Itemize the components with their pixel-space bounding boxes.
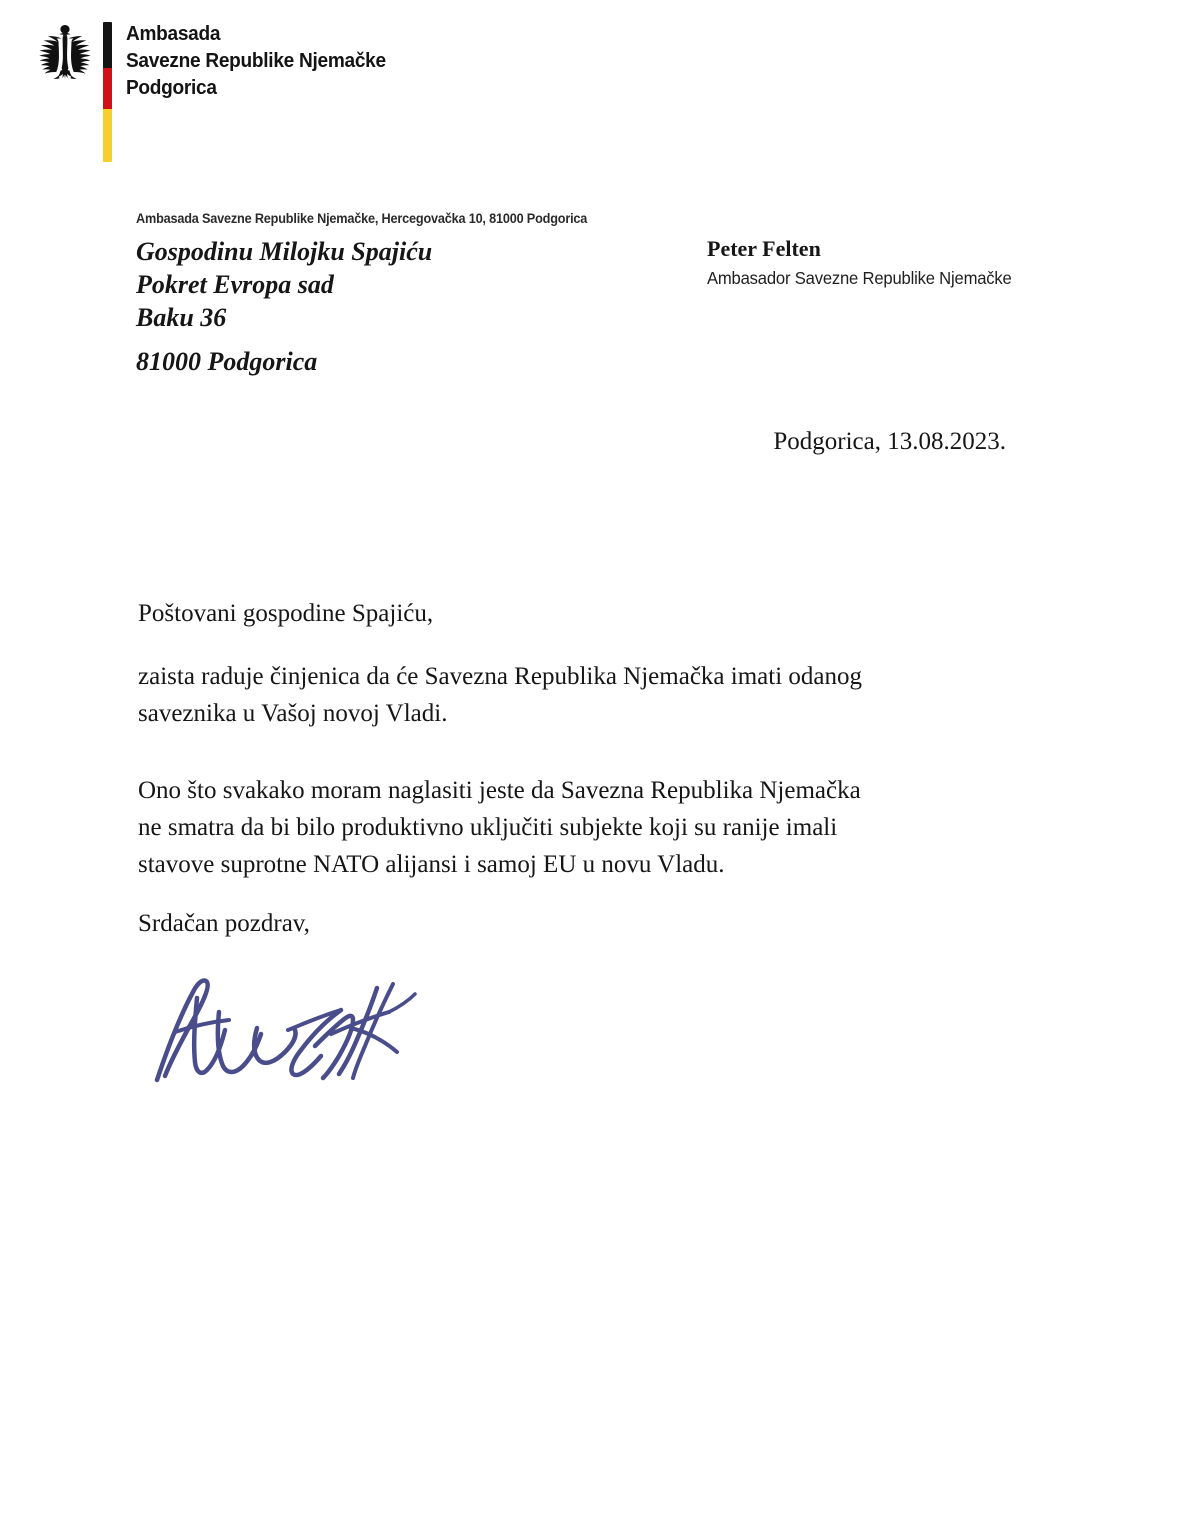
letterhead-title — [126, 20, 386, 101]
letterhead-line-3: Podgorica — [126, 76, 217, 99]
salutation: Poštovani gospodine Spajiću, — [138, 600, 434, 627]
recipient-street: Baku 36 — [136, 303, 227, 332]
letterhead — [30, 14, 550, 174]
recipient-organization: Pokret Evropa sad — [136, 270, 334, 299]
paragraph-line: stavove suprotne NATO alijansi i samoj EU u novu Vladu. — [138, 851, 725, 878]
paragraph-line: zaista raduje činjenica da će Savezna Republika Njemačka imati odanog — [138, 663, 862, 690]
sender-name: Peter Felten — [707, 236, 821, 261]
sender-title: Ambasador Savezne Republike Njemačke — [707, 268, 1012, 288]
closing-line: Srdačan pozdrav, — [138, 910, 310, 937]
date-line: Podgorica, 13.08.2023. — [773, 428, 1006, 455]
recipient-city: 81000 Podgorica — [136, 347, 318, 376]
body-paragraph-1 — [138, 658, 938, 732]
letterhead-line-2: Savezne Republike Njemačke — [126, 49, 386, 72]
paragraph-line: ne smatra da bi bilo produktivno uključiti subjekte koji su ranije imali — [138, 814, 838, 841]
body-paragraph-2 — [138, 772, 938, 883]
german-federal-eagle-icon — [34, 20, 96, 84]
recipient-address-block — [136, 235, 432, 334]
paragraph-line: Ono što svakako moram naglasiti jeste da Savezna Republika Njemačka — [138, 777, 861, 804]
recipient-name: Gospodinu Milojku Spajiću — [136, 237, 433, 266]
return-address-line: Ambasada Savezne Republike Njemačke, Hercegovačka 10, 81000 Podgorica — [136, 211, 588, 226]
paragraph-line: saveznika u Vašoj novoj Vladi. — [138, 700, 448, 727]
letterhead-line-1: Ambasada — [126, 22, 221, 45]
german-flag-bar-icon — [103, 22, 112, 162]
handwritten-signature-icon — [145, 968, 430, 1088]
